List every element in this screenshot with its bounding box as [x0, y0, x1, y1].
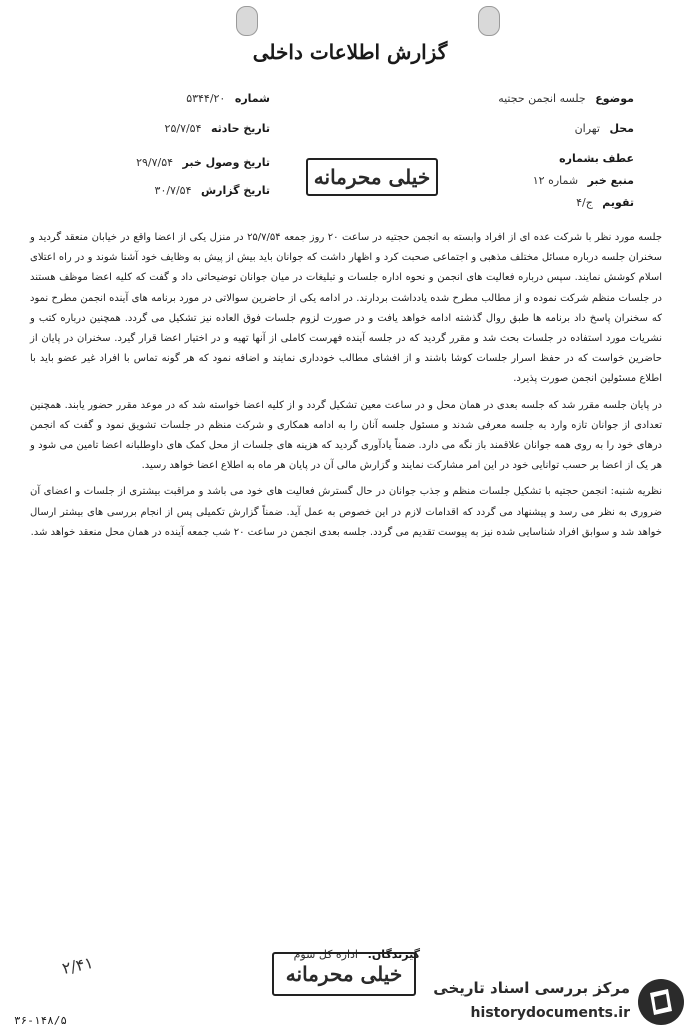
watermark: [404, 977, 684, 1029]
watermark-title: مرکز بررسی اسناد تاریخی: [433, 979, 630, 997]
body-paragraph: جلسه مورد نظر با شرکت عده ای از افراد وابسته به انجمن حجتیه در ساعت ۲۰ روز جمعه ۲۵/۷/۵۴ در منزل یکی از اعضا واقع در خیابان منعقد گردید و سخنران جلسه درباره مسائل مختلف مذهبی و اجتماعی صحبت کرد و اظهار داشت که جوانان باید بیش از پیش به وظایف خود آشنا شوند و در راه اعتلای اسلام کوشش نمایند. سپس درباره فعالیت های انجمن و نحوه اداره جلسات و تبلیغات در میان جوانان توضیحاتی داد و گفت که کلیه اعضا موظف هستند در جلسات منظم شرکت نموده و از مطالب مطرح شده یادداشت بردارند. در ادامه یکی از حاضرین سوالاتی در مورد برنامه های آینده انجمن مطرح نمود که سخنران پاسخ داد برنامه ها طبق روال گذشته ادامه خواهد یافت و در صورت لزوم جلسات فوق العاده نیز تشکیل می گردد. همچنین درباره کتب و نشریات مورد استفاده در جلسات بحث شد و مقرر گردید که در جلسه آینده فهرست کاملی از آنها تهیه و در اختیار اعضا قرار گیرد. سخنران در پایان از حاضرین خواست که در حفظ اسرار جلسات کوشا باشند و از افشای مطالب خودداری نمایند و اضافه نمود که هر گونه تماس با افراد غیر عضو باید با اطلاع مسئولین انجمن صورت پذیرد.: [30, 232, 662, 385]
field-number: شماره ۵۳۴۴/۲۰: [186, 92, 270, 105]
field-source: منبع خبر شماره ۱۲: [532, 174, 634, 187]
document-title: گزارش اطلاعات داخلی: [252, 40, 448, 64]
watermark-url: historydocuments.ir: [470, 1005, 630, 1021]
field-subject: موضوع جلسه انجمن حجتیه: [498, 92, 634, 105]
margin-note: ۲/۴۱: [60, 952, 95, 979]
confidential-stamp-bottom: خیلی محرمانه: [272, 952, 416, 996]
archive-logo-icon: [638, 979, 684, 1025]
field-evaluation: تقویم ج/۴: [576, 196, 634, 209]
field-incident-date: تاریخ حادثه ۲۵/۷/۵۴: [164, 122, 270, 135]
recipients: گیرندگان: اداره کل سوم: [293, 948, 420, 961]
document-number: ۳۶-۱۴۸/۵: [14, 1014, 67, 1027]
confidential-stamp: خیلی محرمانه: [306, 158, 438, 196]
report-body: [30, 228, 662, 549]
punch-hole-icon: [478, 6, 500, 36]
field-report-date: تاریخ گزارش ۳۰/۷/۵۴: [154, 184, 270, 197]
punch-hole-icon: [236, 6, 258, 36]
field-reference: عطف بشماره: [559, 152, 634, 165]
field-received-date: تاریخ وصول خبر ۲۹/۷/۵۴: [136, 156, 270, 169]
field-location: محل تهران: [574, 122, 634, 135]
body-paragraph: در پایان جلسه مقرر شد که جلسه بعدی در همان محل و در ساعت معین تشکیل گردد و از کلیه اعضا خواسته شد که در موعد مقرر حضور یابند. همچنین تعدادی از جوانان تازه وارد به جلسه معرفی شدند و مسئول جلسه آنان را به ادامه همکاری و شرکت منظم در جلسات تشویق نمود و گفت که انجمن درهای خود را به روی همه جوانان علاقمند باز نگه می دارد. ضمناً یادآوری گردید که هزینه های جلسات از محل کمک های داوطلبانه اعضا تامین می شود و هر یک از اعضا بر حسب توانایی خود در این امر مشارکت نمایند و گزارش مالی آن در پایان هر ماه به اطلاع اعضا خواهد رسید.: [30, 399, 662, 472]
body-paragraph: نظریه شنبه: انجمن حجتیه با تشکیل جلسات منظم و جذب جوانان در حال گسترش فعالیت های خود می باشد و مراقبت بیشتری از جلسات و اعضای آن ضروری به نظر می رسد و پیشنهاد می گردد که اقدامات لازم در این خصوص به عمل آید. ضمناً گزارش تکمیلی پس از انجام بررسی های بیشتر ارسال خواهد شد و سوابق افراد شناسایی شده نیز به پیوست تقدیم می گردد. جلسه بعدی انجمن در ساعت ۲۰ شب جمعه آینده در همان محل منعقد خواهد شد.: [30, 486, 662, 538]
